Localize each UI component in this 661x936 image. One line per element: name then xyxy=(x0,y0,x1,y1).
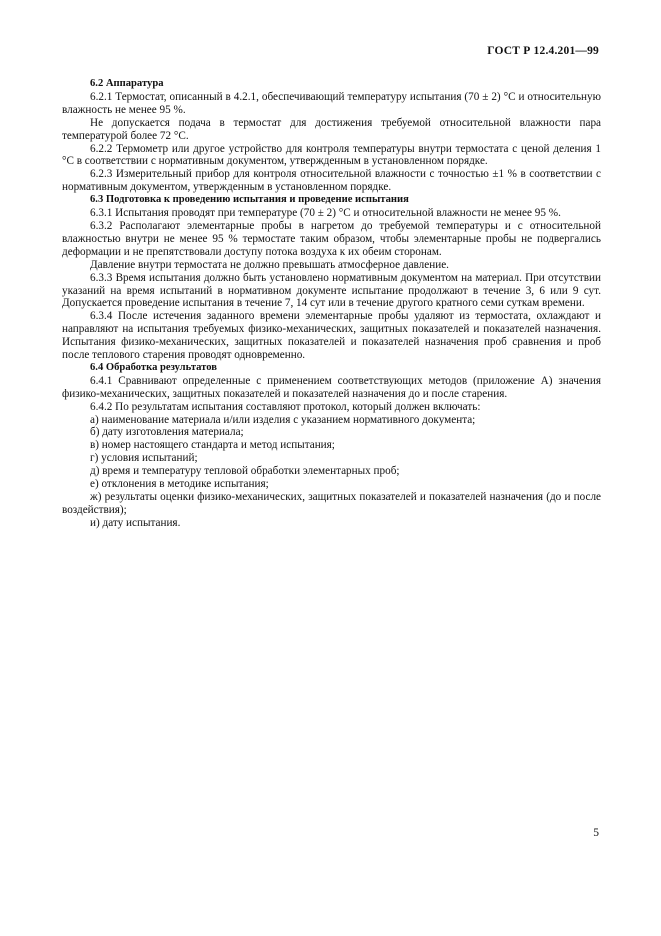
paragraph-6-2-1: 6.2.1 Термостат, описанный в 4.2.1, обеспечивающий температуру испытания (70 ± 2) °C и относительную влажность не менее 95 %. xyxy=(62,90,601,116)
list-item: ж) результаты оценки физико-механических, защитных показателей и показателей назначения (до и после воздействия); xyxy=(62,491,601,516)
document-code-header: ГОСТ Р 12.4.201—99 xyxy=(487,45,599,57)
document-body xyxy=(62,78,601,530)
page-number: 5 xyxy=(593,827,599,839)
list-item: в) номер настоящего стандарта и метод испытания; xyxy=(90,439,335,452)
list-item: б) дату изготовления материала; xyxy=(90,426,244,439)
paragraph-6-2-3: 6.2.3 Измерительный прибор для контроля относительной влажности с точностью ±1 % в соответствии с нормативным документом, утвержденным в установленном порядке. xyxy=(62,168,601,194)
paragraph-6-4-1: 6.4.1 Сравнивают определенные с применением соответствующих методов (приложение А) значения физико-механических, защитных показателей и показателей назначения до и после старения. xyxy=(62,374,601,400)
paragraph-6-3-4: 6.3.4 После истечения заданного времени элементарные пробы удаляют из термостата, охлаждают и направляют на испытания требуемых физико-механических, защитных показателей и показателей назначения. Испытания физико-механических, защитных показателей и показателей назначения проб сравнения и проб после теплового старения проводят одновременно. xyxy=(62,310,601,362)
list-item: а) наименование материала и/или изделия с указанием нормативного документа; xyxy=(90,413,476,426)
section-6-3-heading: 6.3 Подготовка к проведению испытания и проведение испытания xyxy=(90,194,409,206)
section-6-4-heading: 6.4 Обработка результатов xyxy=(90,361,217,373)
paragraph-6-3-3: 6.3.3 Время испытания должно быть установлено нормативным документом на материал. При отсутствии указаний на время испытаний в нормативном документе испытание продолжают в течение 3, 6 или 9 сут. Допускается проведение испытания в течение 7, 14 сут или в течение другого кратного семи суткам времени. xyxy=(62,271,601,310)
paragraph-6-4-2: 6.4.2 По результатам испытания составляют протокол, который должен включать: xyxy=(90,400,481,413)
paragraph-6-2-2: 6.2.2 Термометр или другое устройство для контроля температуры внутри термостата с ценой деления 1 °C в соответствии с нормативным документом, утвержденным в установленном порядке. xyxy=(62,142,601,168)
section-6-2-heading: 6.2 Аппаратура xyxy=(90,78,164,89)
list-item: е) отклонения в методике испытания; xyxy=(90,478,269,491)
list-item: д) время и температуру тепловой обработки элементарных проб; xyxy=(90,465,400,478)
list-item: г) условия испытаний; xyxy=(90,452,198,465)
list-item: и) дату испытания. xyxy=(90,516,181,529)
paragraph-6-3-1: 6.3.1 Испытания проводят при температуре (70 ± 2) °C и относительной влажности не менее 95 %. xyxy=(90,207,561,220)
paragraph-6-3-2: 6.3.2 Располагают элементарные пробы в нагретом до требуемой температуры и с относительной влажностью внутри не менее 95 % термостате таким образом, чтобы элементарные пробы не подвергались деформации и не препятствовали доступу потока воздуха к их обеим сторонам. xyxy=(62,219,601,258)
paragraph-6-3-2-note: Давление внутри термостата не должно превышать атмосферное давление. xyxy=(90,258,449,271)
paragraph-6-2-1-note: Не допускается подача в термостат для достижения требуемой относительной влажности пара температурой более 72 °C. xyxy=(62,116,601,142)
